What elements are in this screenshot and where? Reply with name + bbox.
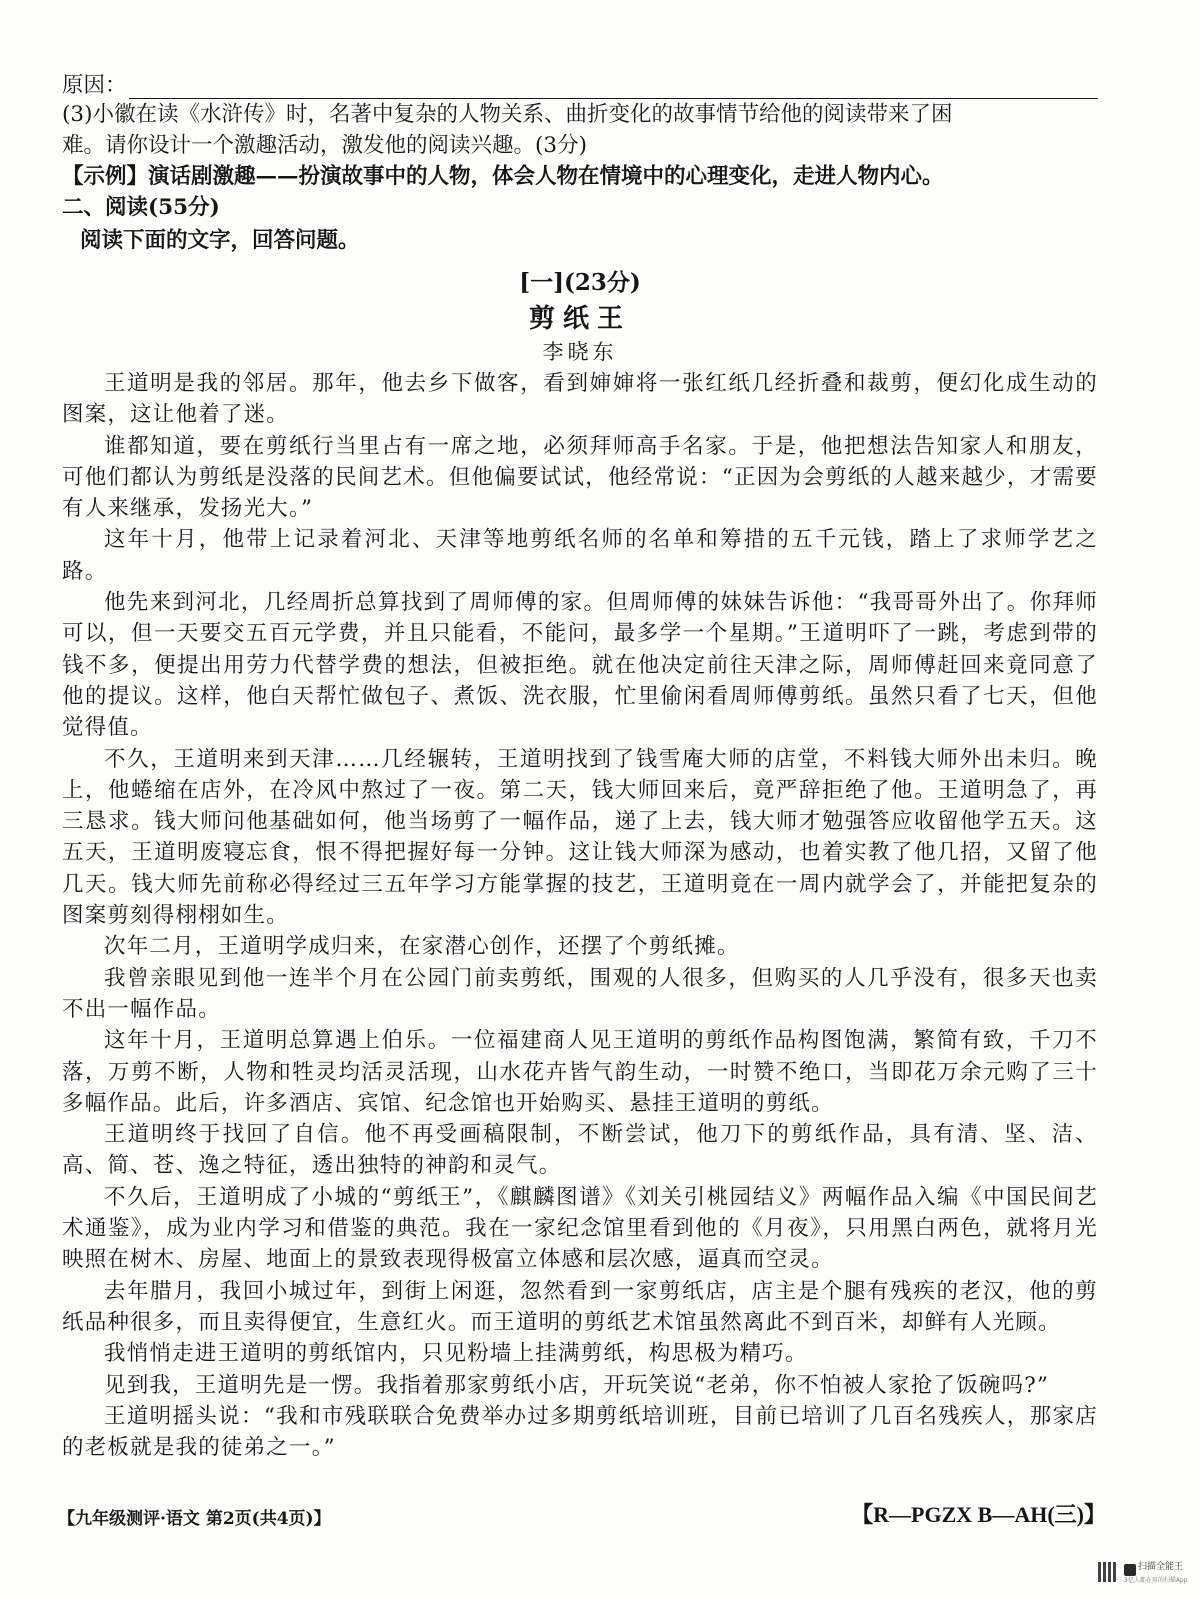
story-paragraph: 不久，王道明来到天津……几经辗转，王道明找到了钱雪庵大师的店堂，不料钱大师外出未归。晚上，他蜷缩在店外，在冷风中熬过了一夜。第二天，钱大师回来后，竟严辞拒绝了他。王道明急了，再三恳求。钱大师问他基础如何，他当场剪了一幅作品，递了上去，钱大师才勉强答应收留他学五天。这五天，王道明废寝忘食，恨不得把握好每一分钟。这让钱大师深为感动，也着实教了他几招，又留了他几天。钱大师先前称必得经过三五年学习方能掌握的技艺，王道明竟在一周内就学会了，并能把复杂的图案剪刻得栩栩如生。 [62, 746, 1098, 929]
story-paragraph: 王道明终于找回了自信。他不再受画稿限制，不断尝试，他刀下的剪纸作品，具有清、坚、洁、高、简、苍、逸之特征，透出独特的神韵和灵气。 [62, 1122, 1098, 1179]
story-paragraph: 我悄悄走进王道明的剪纸馆内，只见粉墙上挂满剪纸，构思极为精巧。 [104, 1341, 808, 1367]
story-paragraph: 他先来到河北，几经周折总算找到了周师傅的家。但周师傅的妹妹告诉他：“我哥哥外出了。你拜师可以，但一天要交五百元学费，并且只能看，不能问，最多学一个星期。”王道明吓了一跳，考虑到带的钱不多，便提出用劳力代替学费的想法，但被拒绝。就在他决定前往天津之际，周师傅赶回来竟同意了他的提议。这样，他白天帮忙做包子、煮饭、洗衣服，忙里偷闲看周师傅剪纸。虽然只看了七天，但他觉得值。 [62, 590, 1098, 741]
story-paragraph: 我曾亲眼见到他一连半个月在公园门前卖剪纸，围观的人很多，但购买的人几乎没有，很多天也卖不出一幅作品。 [62, 965, 1098, 1022]
story-paragraph: 这年十月，王道明总算遇上伯乐。一位福建商人见王道明的剪纸作品构图饱满，繁简有致，千刀不落，万剪不断，人物和牲灵均活灵活现，山水花卉皆气韵生动，一时赞不绝口，当即花万余元购了三十多幅作品。此后，许多酒店、宾馆、纪念馆也开始购买、悬挂王道明的剪纸。 [62, 1028, 1098, 1116]
part-one-heading: [一](23分) [519, 269, 641, 296]
story-paragraph: 去年腊月，我回小城过年，到街上闲逛，忽然看到一家剪纸店，店主是个腿有残疾的老汉，他的剪纸品种很多，而且卖得便宜，生意红火。而王道明的剪纸艺术馆虽然离此不到百米，却鲜有人光顾。 [62, 1278, 1098, 1335]
example-answer: 【示例】演话剧激趣——扮演故事中的人物，体会人物在情境中的心理变化，走进人物内心。 [62, 164, 944, 189]
story-paragraph: 王道明是我的邻居。那年，他去乡下做客，看到婶婶将一张红纸几经折叠和裁剪，便幻化成生动的图案，这让他着了迷。 [62, 371, 1098, 428]
page-footer [58, 1498, 1106, 1532]
story-body [62, 368, 1098, 1463]
story-paragraph: 这年十月，他带上记录着河北、天津等地剪纸名师的名单和筹措的五千元钱，踏上了求师学艺之路。 [62, 527, 1098, 584]
reason-answer-row [62, 68, 1098, 99]
scanner-tagline: 3亿人都在用的扫描App [1124, 1577, 1188, 1584]
reason-label: 原因： [62, 73, 127, 98]
scanner-logo-icon [1124, 1564, 1136, 1576]
qr-code-icon [1098, 1562, 1118, 1582]
story-paragraph: 谁都知道，要在剪纸行当里占有一席之地，必须拜师高手名家。于是，他把想法告知家人和朋友，可他们都认为剪纸是没落的民间艺术。但他偏要试试，他经常说：“正因为会剪纸的人越来越少，才需要有人来继承，发扬光大。” [62, 433, 1098, 522]
story-paragraph: 王道明摇头说：“我和市残联联合免费举办过多期剪纸培训班，目前已培训了几百名残疾人，那家店的老板就是我的徒弟之一。” [62, 1403, 1098, 1461]
story-paragraph: 次年二月，王道明学成归来，在家潜心创作，还摆了个剪纸摊。 [104, 934, 740, 960]
scanner-brand: 扫描全能王 [1138, 1562, 1184, 1572]
page-content [62, 68, 1098, 1463]
reason-answer-blank[interactable] [129, 76, 1098, 99]
story-author: 李晓东 [542, 340, 618, 364]
story-paragraph: 不久后，王道明成了小城的“剪纸王”，《麒麟图谱》《刘关引桃园结义》两幅作品入编《中国民间艺术通鉴》，成为业内学习和借鉴的典范。我在一家纪念馆里看到他的《月夜》，只用黑白两色，就将月光映照在树木、房屋、地面上的景致表现得极富立体感和层次感，逼真而空灵。 [62, 1184, 1098, 1273]
footer-exam-code: 【R—PGZX B—AH(三)】 [851, 1502, 1106, 1527]
reading-instruction: 阅读下面的文字，回答问题。 [80, 228, 360, 253]
reading-section-heading: 二、阅读(55分) [62, 195, 220, 220]
question-3-line-1: (3)小徽在读《水浒传》时，名著中复杂的人物关系、曲折变化的故事情节给他的阅读带来了困 [62, 102, 953, 127]
question-3-line-2: 难。请你设计一个激趣活动，激发他的阅读兴趣。(3分) [62, 133, 587, 158]
scanner-watermark [1098, 1562, 1194, 1586]
story-paragraph: 见到我，王道明先是一愣。我指着那家剪纸小店，开玩笑说“老弟，你不怕被人家抢了饭碗吗?” [104, 1372, 1050, 1398]
footer-page-info: 【九年级测评·语文 第2页(共4页)】 [58, 1509, 331, 1529]
story-title: 剪纸王 [528, 304, 631, 334]
